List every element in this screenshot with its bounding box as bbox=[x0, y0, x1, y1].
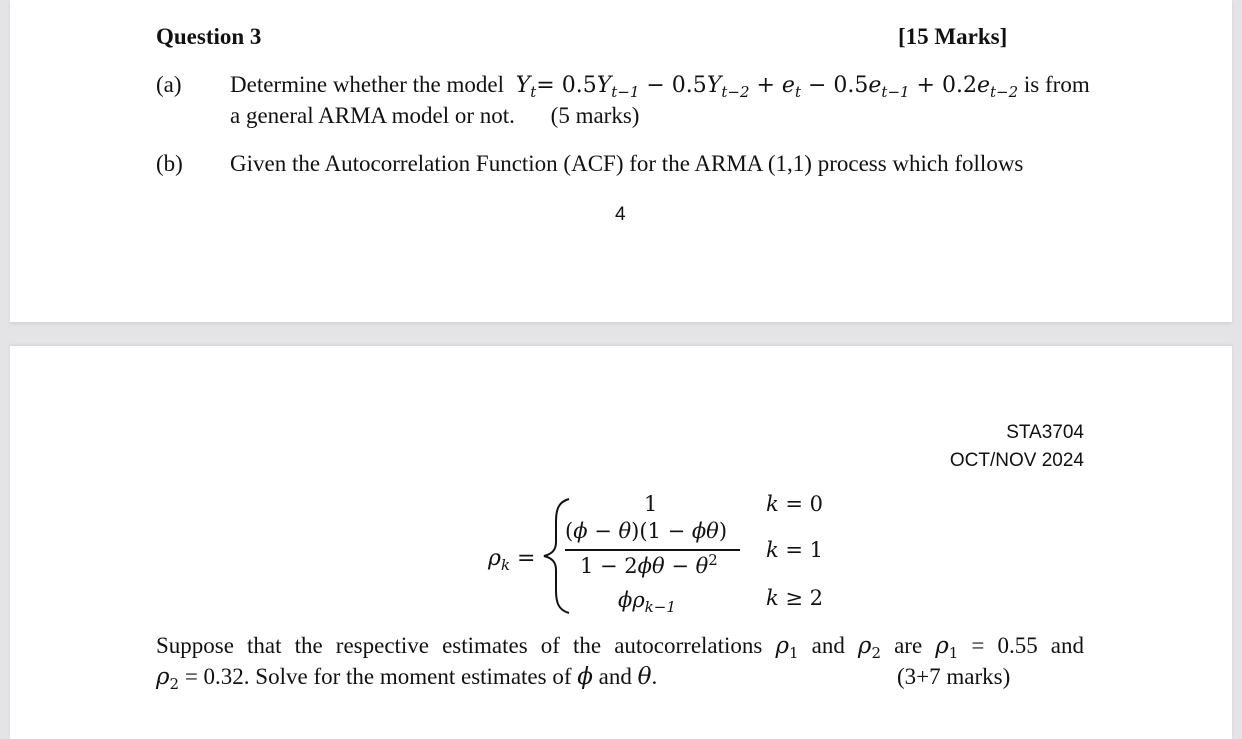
part-a-equation: $Y_t= 0.5Y_{t-1} - 0.5Y_{t-2} + e_t - 0.5e_{t-1} + 0.2e_{t-2}$ bbox=[515, 73, 1019, 101]
closing-line1: Suppose that the respective estimates of the autocorrelations $\rho_1$ and $\rho_2$ are $\rho_1 = 0.55$ and bbox=[156, 633, 1085, 662]
part-a-label: (a) bbox=[156, 72, 182, 97]
page-top bbox=[10, 0, 1232, 322]
case1-numerator: (ϕ − θ)(1 − ϕθ) bbox=[565, 519, 728, 543]
case1-cond: k = 1 bbox=[766, 538, 824, 562]
exam-session: OCT/NOV 2024 bbox=[949, 450, 1084, 471]
acf-lhs: $\rho_k$ = bbox=[488, 546, 536, 574]
page-bottom bbox=[10, 346, 1232, 739]
case0-expr: 1 bbox=[644, 492, 658, 516]
closing-line2: $\rho_2 = 0.32$. Solve for the moment estimates of ϕ and θ. bbox=[156, 664, 658, 693]
part-b-marks: (3+7 marks) bbox=[897, 664, 1011, 689]
part-b-label: (b) bbox=[156, 151, 183, 176]
case2-expr: $\phi\rho_{k-1}$ bbox=[618, 588, 676, 616]
course-code: STA3704 bbox=[1006, 422, 1084, 443]
case1-denominator: $1 - 2\phi\theta - \theta^2$ bbox=[580, 551, 718, 578]
part-a-line1 bbox=[230, 72, 1090, 101]
case2-cond: k ≥ 2 bbox=[766, 586, 824, 610]
page-number: 4 bbox=[615, 204, 626, 225]
part-a-line2-row bbox=[230, 103, 639, 129]
part-a-text-before: Determine whether the model bbox=[230, 72, 504, 97]
part-b-text: Given the Autocorrelation Function (ACF) for the ARMA (1,1) process which follows bbox=[230, 151, 1024, 176]
question-marks: [15 Marks] bbox=[898, 24, 1008, 49]
case0-cond: k = 0 bbox=[766, 492, 824, 516]
part-a-text-after: is from bbox=[1023, 72, 1090, 97]
part-a-marks: (5 marks) bbox=[550, 103, 640, 128]
question-title: Question 3 bbox=[156, 24, 262, 49]
part-a-line2: a general ARMA model or not. bbox=[230, 103, 515, 128]
left-brace-icon bbox=[541, 496, 573, 616]
